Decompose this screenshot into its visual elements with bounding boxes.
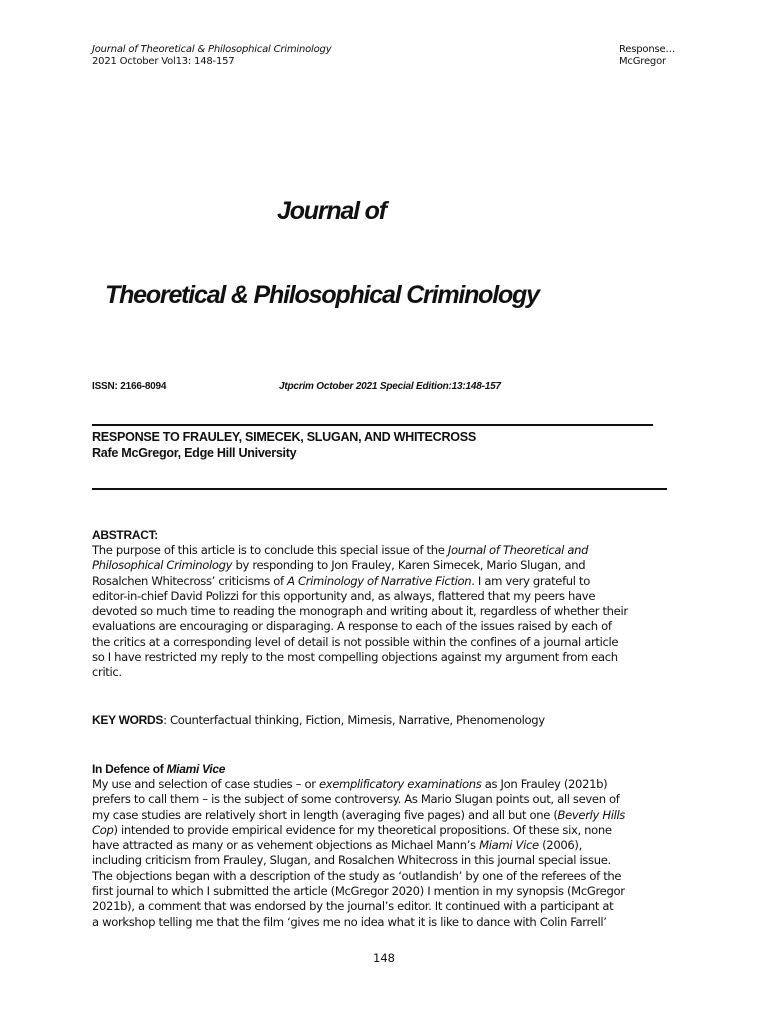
- abstract-text: by responding to Jon Frauley, Karen Simecek, Mario Slugan, and: [232, 558, 586, 573]
- section-text: My use and selection of case studies – or: [92, 777, 319, 791]
- abstract-heading: ABSTRACT:: [92, 528, 158, 542]
- abstract-book-title: A Criminology of Narrative Fiction: [287, 573, 472, 588]
- abstract-line: [92, 543, 692, 558]
- running-header-journal: Journal of Theoretical & Philosophical Criminology: [92, 44, 332, 55]
- masthead-line2: Theoretical & Philosophical Criminology: [105, 281, 539, 309]
- abstract-journal-title: Journal of Theoretical and: [447, 543, 589, 557]
- title-rule-top: [92, 424, 653, 426]
- section-line: including criticism from Frauley, Slugan, and Rosalchen Whitecross in this journal special issue.: [92, 853, 611, 868]
- abstract-line: so I have restricted my reply to the most compelling objections against my argument from each: [92, 650, 618, 665]
- abstract-line: editor-in-chief David Polizzi for this opportunity and, as always, flattered that my peers have: [92, 588, 596, 603]
- section-heading-text: In Defence of: [92, 762, 167, 776]
- section-text: (2006),: [538, 838, 582, 853]
- keywords: [92, 713, 545, 727]
- keywords-label: KEY WORDS: [92, 713, 164, 727]
- running-header-title: Response…: [619, 44, 676, 55]
- abstract-line: critic.: [92, 665, 122, 680]
- abstract-line: evaluations are encouraging or disparaging. A response to each of the issues raised by each of: [92, 619, 612, 634]
- running-header-volume: 2021 October Vol13: 148-157: [92, 56, 235, 67]
- masthead-line1: Journal of: [277, 197, 386, 225]
- abstract-journal-title: Philosophical Criminology: [92, 558, 233, 573]
- issn: ISSN: 2166-8094: [92, 381, 167, 392]
- edition: Jtpcrim October 2021 Special Edition:13:148-157: [279, 381, 501, 392]
- abstract-line: devoted so much time to reading the monograph and writing about it, regardless of whether their: [92, 604, 628, 619]
- abstract-text: Rosalchen Whitecross’ criticisms of: [92, 573, 288, 588]
- section-line: 2021b), a comment that was endorsed by the journal’s editor. It continued with a participant at: [92, 899, 614, 914]
- section-heading-film-title: Miami Vice: [166, 762, 226, 776]
- article-title: RESPONSE TO FRAULEY, SIMECEK, SLUGAN, AND WHITECROSS: [92, 430, 476, 444]
- section-text: my case studies are relatively short in length (averaging five pages) and all but one (: [92, 807, 558, 822]
- section-emphasis: exemplificatory examinations: [318, 777, 482, 791]
- section-line: [92, 838, 692, 853]
- section-line: [92, 823, 692, 838]
- section-film-title: Cop: [92, 822, 114, 837]
- section-film-title: Miami Vice: [479, 838, 539, 853]
- section-heading: [92, 762, 225, 776]
- keywords-list: : Counterfactual thinking, Fiction, Mimesis, Narrative, Phenomenology: [163, 713, 545, 727]
- section-line: a workshop telling me that the film ‘gives me no idea what it is like to dance with Colin Farrell’: [92, 914, 607, 929]
- abstract-line: the critics at a corresponding level of detail is not possible within the confines of a journal article: [92, 634, 619, 649]
- page-number: 148: [373, 951, 395, 965]
- running-header-author: McGregor: [619, 56, 666, 67]
- section-line: [92, 777, 692, 792]
- section-text: have attracted as many or as vehement objections as Michael Mann’s: [92, 838, 480, 853]
- section-line: first journal to which I submitted the article (McGregor 2020) I mention in my synopsis (McGregor: [92, 884, 625, 899]
- section-text: as Jon Frauley (2021b): [481, 777, 608, 791]
- section-line: The objections began with a description of the study as ‘outlandish’ by one of the referees of the: [92, 868, 622, 883]
- article-author: Rafe McGregor, Edge Hill University: [92, 446, 297, 460]
- abstract-text: The purpose of this article is to conclude this special issue of the: [92, 543, 448, 557]
- section-body: [92, 777, 692, 930]
- section-film-title: Beverly Hills: [557, 807, 626, 822]
- title-rule-bottom: [92, 488, 667, 490]
- section-text: ) intended to provide empirical evidence for my theoretical propositions. Of these six, none: [113, 822, 612, 837]
- section-line: prefers to call them – is the subject of some controversy. As Mario Slugan points out, all seven of: [92, 792, 620, 807]
- abstract-text: . I am very grateful to: [471, 573, 590, 588]
- abstract-line: [92, 558, 692, 573]
- section-line: [92, 808, 692, 823]
- abstract-body: [92, 543, 692, 681]
- abstract-line: [92, 574, 692, 589]
